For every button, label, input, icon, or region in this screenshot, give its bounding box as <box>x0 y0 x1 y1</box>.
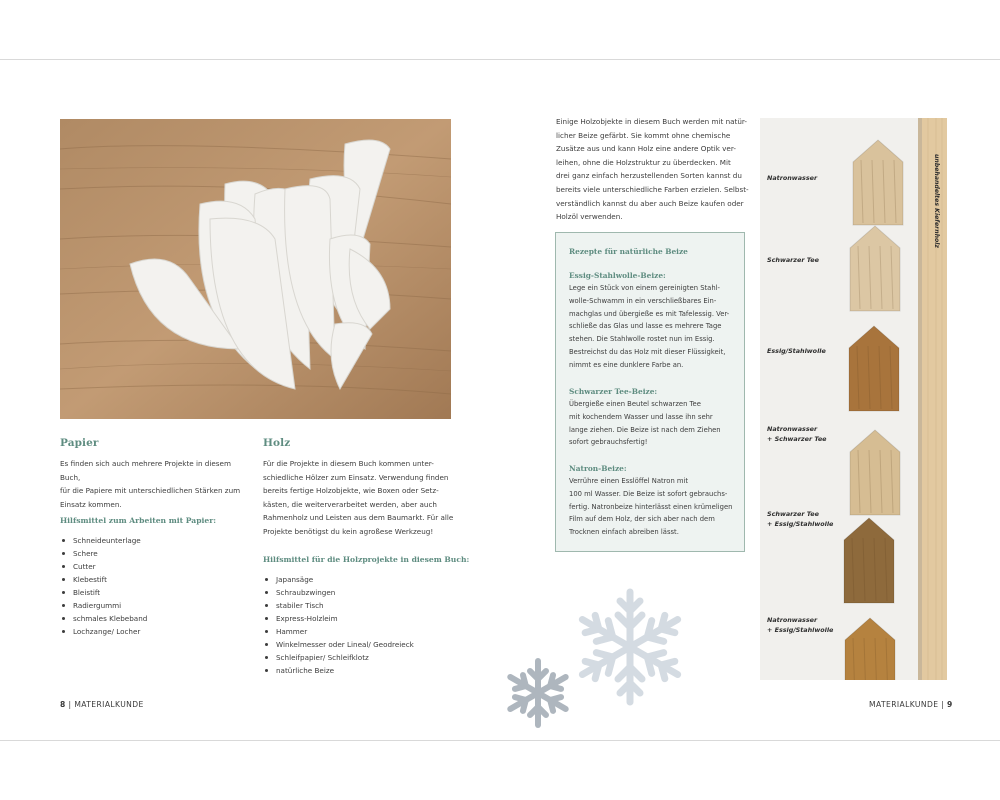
papier-text: Es finden sich auch mehrere Projekte in diesem Buch, für die Papiere mit unterschiedlichen Stärken zum Einsatz kommen. <box>60 459 241 509</box>
recipe-text: Lege ein Stück von einem gereinigten Stahl- wolle-Schwamm in ein verschließbares Ein- machglas und übergieße es mit Tafelessig. Ver- schließe das Glas und lasse es mehrere Tage stehen. Die Stahlwolle rostet nun im Essig. Bestreichst du das Holz mit dieser Flüssigkeit, nimmt es eine dunklere Farbe an. <box>569 284 730 369</box>
list-item: Bleistift <box>60 586 250 599</box>
list-item: Schleifpapier/ Schleifklotz <box>263 651 463 664</box>
papier-heading: Papier <box>60 437 99 449</box>
list-item: Lochzange/ Locher <box>60 625 250 638</box>
recipe-heading: Schwarzer Tee-Beize: <box>569 387 658 396</box>
recipe-heading: Essig-Stahlwolle-Beize: <box>569 271 666 280</box>
papier-tools-list <box>60 534 250 638</box>
right-footer <box>869 700 953 709</box>
paper-cutouts-photo <box>60 119 451 419</box>
list-item: Klebestift <box>60 573 250 586</box>
untreated-wood-label: unbehandeltes Kiefernholz <box>933 154 940 248</box>
holz-text: Für die Projekte in diesem Buch kommen unter- schiedliche Hölzer zum Einsatz. Verwendung finden bereits fertige Holzobjekte, wie Boxen oder Setz- kästen, die weiterverarbeitet werden, aber auch Rahmenholz und Leisten aus dem Baumarkt. Für alle Projekte benötigst du kein agroßese Werkzeug! <box>263 459 454 536</box>
recipe-box <box>555 232 745 552</box>
holz-tools-list <box>263 573 463 677</box>
holz-tools-heading: Hilfsmittel für die Holzprojekte in diesem Buch: <box>263 555 470 564</box>
footer-separator: | <box>941 700 945 709</box>
list-item: Schere <box>60 547 250 560</box>
list-item: natürliche Beize <box>263 664 463 677</box>
stain-label: Natronwasser <box>767 174 818 182</box>
snowflake-decoration-icon <box>500 585 700 735</box>
list-item: stabiler Tisch <box>263 599 463 612</box>
list-item: Schraubzwingen <box>263 586 463 599</box>
page-number: 8 <box>60 700 66 709</box>
intro-text: Einige Holzobjekte in diesem Buch werden mit natür- licher Beize gefärbt. Sie kommt ohne chemische Zusätze aus und kann Holz eine andere Optik ver- leihen, ohne die Holzstruktur zu überdecken. Mit drei ganz einfach herzustellenden Sorten kannst du bereits viele unterschiedliche Farben erzielen. Selbst- verständlich kannst du aber auch Beize kaufen oder Holzöl verwenden. <box>556 117 749 222</box>
papier-tools-heading: Hilfsmittel zum Arbeiten mit Papier: <box>60 516 217 525</box>
stain-label: Schwarzer Tee + Essig/Stahlwolle <box>767 510 834 528</box>
stain-label: Natronwasser + Schwarzer Tee <box>767 425 827 443</box>
recipe-box-title: Rezepte für natürliche Beize <box>569 247 688 256</box>
list-item: schmales Klebeband <box>60 612 250 625</box>
list-item: Hammer <box>263 625 463 638</box>
footer-label: MATERIALKUNDE <box>74 700 144 709</box>
recipe-text: Verrühre einen Esslöffel Natron mit 100 ml Wasser. Die Beize ist sofort gebrauchs- fertig. Natronbeize hinterlässt einen krümeligen Film auf dem Holz, der sich aber nach dem Trocknen einfach abreiben lässt. <box>569 477 733 537</box>
list-item: Radiergummi <box>60 599 250 612</box>
list-item: Winkelmesser oder Lineal/ Geodreieck <box>263 638 463 651</box>
list-item: Express-Holzleim <box>263 612 463 625</box>
page-number: 9 <box>947 700 953 709</box>
footer-label: MATERIALKUNDE <box>869 700 939 709</box>
footer-separator: | <box>68 700 72 709</box>
list-item: Schneideunterlage <box>60 534 250 547</box>
recipe-text: Übergieße einen Beutel schwarzen Tee mit kochendem Wasser und lasse ihn sehr lange ziehen. Die Beize ist nach dem Ziehen sofort gebrauchsfertig! <box>569 400 721 447</box>
left-footer <box>60 700 144 709</box>
list-item: Japansäge <box>263 573 463 586</box>
stain-label: Natronwasser + Essig/Stahlwolle <box>767 616 834 634</box>
recipe-heading: Natron-Beize: <box>569 464 627 473</box>
stain-label: Schwarzer Tee <box>767 256 819 264</box>
wood-stain-samples-photo <box>760 118 947 680</box>
holz-heading: Holz <box>263 437 291 449</box>
stain-label: Essig/Stahlwolle <box>767 347 826 355</box>
list-item: Cutter <box>60 560 250 573</box>
